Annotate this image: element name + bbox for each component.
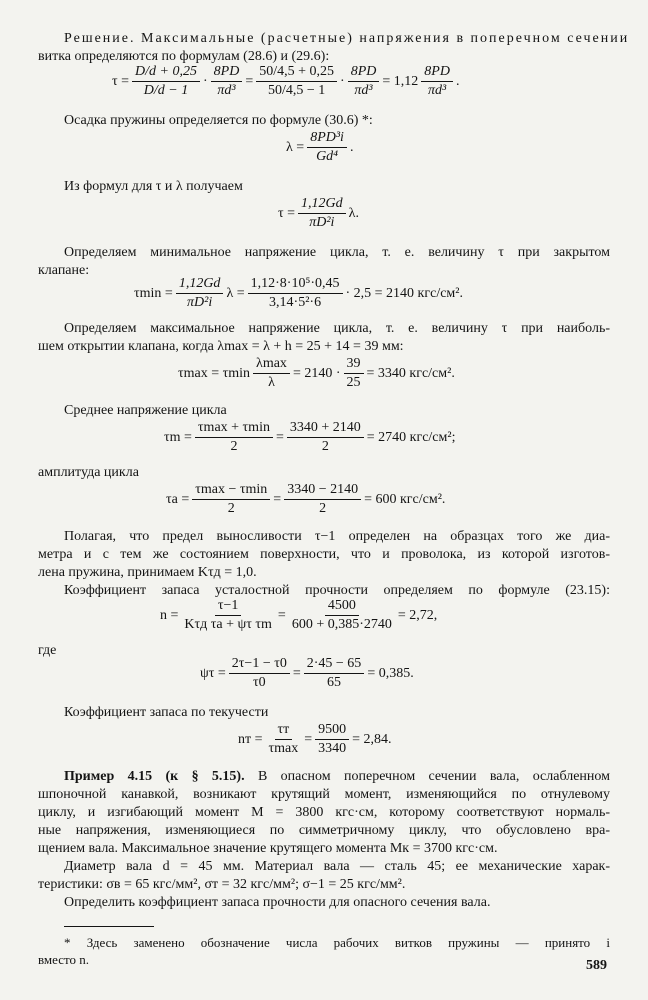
numerator: 2τ−1 − τ0 bbox=[229, 656, 290, 674]
fraction bbox=[192, 482, 270, 517]
text-line: теристики: σв = 65 кгс/мм², σт = 32 кгс/мм²; σ−1 = 25 кгс/мм². bbox=[38, 877, 406, 892]
denominator: πD²i bbox=[309, 215, 335, 230]
numerator: 1,12·8·10⁵·0,45 bbox=[248, 276, 343, 294]
numerator: 3340 + 2140 bbox=[287, 420, 364, 438]
text-line: Коэффициент запаса по текучести bbox=[64, 705, 269, 720]
eq-text: . bbox=[455, 73, 460, 89]
numerator: 50/4,5 + 0,25 bbox=[256, 64, 337, 82]
numerator: 1,12Gd bbox=[298, 196, 346, 214]
numerator: τ−1 bbox=[215, 598, 242, 616]
denominator: πd³ bbox=[428, 83, 447, 98]
eq-text: = bbox=[273, 491, 282, 507]
equation-tau-min bbox=[134, 276, 463, 311]
denominator: 50/4,5 − 1 bbox=[267, 83, 326, 98]
text-line: Полагая, что предел выносливости τ−1 определен на образцах того же диа- bbox=[64, 529, 610, 544]
fraction bbox=[348, 64, 380, 99]
denominator: 3,14·5²·6 bbox=[269, 295, 322, 310]
text-line: Среднее напряжение цикла bbox=[64, 403, 227, 418]
numerator: λmax bbox=[253, 356, 290, 374]
denominator: πd³ bbox=[217, 83, 236, 98]
denominator: 65 bbox=[327, 675, 342, 690]
text-line: Определяем максимальное напряжение цикла, т. е. величину τ при наиболь- bbox=[64, 321, 610, 336]
text-line: метра и с тем же состоянием поверхности, что и проволока, из которой изготов- bbox=[38, 547, 610, 562]
eq-text: τm = bbox=[164, 429, 192, 445]
fraction bbox=[344, 356, 364, 391]
eq-text: = 600 кгс/см². bbox=[364, 491, 446, 507]
text-line: Определить коэффициент запаса прочности для опасного сечения вала. bbox=[64, 895, 491, 910]
text-line: лена пружина, принимаем Kτд = 1,0. bbox=[38, 565, 257, 580]
numerator: τт bbox=[275, 722, 293, 740]
eq-text: . bbox=[349, 139, 354, 155]
eq-text: λ. bbox=[348, 205, 359, 221]
denominator: λ bbox=[268, 375, 275, 390]
eq-text: · 2,5 = 2140 кгс/см². bbox=[345, 285, 463, 301]
text-line bbox=[64, 30, 630, 48]
eq-text: ψτ = bbox=[200, 665, 226, 681]
eq-text: τ = bbox=[112, 73, 130, 89]
fraction bbox=[181, 598, 275, 633]
numerator: 8PD bbox=[211, 64, 243, 82]
denominator: D/d − 1 bbox=[143, 83, 189, 98]
denominator: 2 bbox=[227, 501, 235, 516]
numerator: 8PD bbox=[421, 64, 453, 82]
text-line: Осадка пружины определяется по формуле (30.6) *: bbox=[64, 113, 373, 128]
fraction bbox=[421, 64, 453, 99]
denominator: 3340 bbox=[318, 741, 347, 756]
numerator: 2·45 − 65 bbox=[304, 656, 365, 674]
eq-text: = bbox=[245, 73, 254, 89]
fraction bbox=[266, 722, 302, 757]
eq-text: = 2,72, bbox=[397, 607, 438, 623]
eq-text: = bbox=[304, 731, 313, 747]
eq-text: τ = bbox=[278, 205, 296, 221]
text-line: Из формул для τ и λ получаем bbox=[64, 179, 243, 194]
page-number: 589 bbox=[586, 958, 607, 973]
eq-dot: · bbox=[340, 73, 345, 89]
fraction bbox=[287, 420, 364, 455]
eq-text: τmin = bbox=[134, 285, 173, 301]
text-line: ные напряжения, изменяющиеся по симметричному циклу, что обусловлено вра- bbox=[38, 823, 610, 838]
denominator: τmax bbox=[268, 741, 299, 756]
eq-text: λ = bbox=[226, 285, 245, 301]
fraction bbox=[248, 276, 343, 311]
equation-tau-max-value bbox=[178, 356, 455, 391]
footnote-line: вместо n. bbox=[38, 952, 90, 967]
eq-text: = 3340 кгс/см². bbox=[366, 365, 455, 381]
fraction bbox=[284, 482, 361, 517]
equation-tau-amplitude bbox=[166, 482, 445, 517]
denominator: Gd⁴ bbox=[316, 149, 339, 164]
text-line: амплитуда цикла bbox=[38, 465, 139, 480]
heading-solution: Решение. Максимальные (расчетные) напряжения в поперечном сечении bbox=[64, 31, 630, 46]
fraction bbox=[315, 722, 349, 757]
denominator: 600 + 0,385·2740 bbox=[291, 617, 392, 632]
fraction bbox=[298, 196, 346, 231]
denominator: τ0 bbox=[253, 675, 266, 690]
text-line: где bbox=[38, 643, 57, 658]
text-line: шпоночной канавкой, возникают крутящий момент, изменяющийся по отнулевому bbox=[38, 787, 610, 802]
numerator: 1,12Gd bbox=[176, 276, 224, 294]
equation-yield-factor bbox=[238, 722, 392, 757]
fraction bbox=[256, 64, 337, 99]
numerator: 9500 bbox=[315, 722, 349, 740]
denominator: 2 bbox=[230, 439, 238, 454]
eq-text: = bbox=[275, 429, 284, 445]
example-body: В опасном поперечном сечении вала, ослабленном bbox=[244, 769, 611, 784]
fraction bbox=[289, 598, 395, 633]
numerator: D/d + 0,25 bbox=[132, 64, 200, 82]
fraction bbox=[195, 420, 273, 455]
footnote-line: * Здесь заменено обозначение числа рабочих витков пружины — принято i bbox=[64, 935, 610, 950]
denominator: Kτд τa + ψτ τm bbox=[184, 617, 272, 632]
numerator: τmax + τmin bbox=[195, 420, 273, 438]
eq-dot: · bbox=[202, 73, 208, 89]
denominator: πD²i bbox=[187, 295, 213, 310]
fraction bbox=[211, 64, 243, 99]
equation-lambda bbox=[286, 130, 353, 165]
denominator: 25 bbox=[346, 375, 361, 390]
text-line: Коэффициент запаса усталостной прочности определяем по формуле (23.15): bbox=[64, 583, 610, 598]
equation-psi bbox=[200, 656, 414, 691]
footnote-rule bbox=[64, 926, 154, 927]
fraction bbox=[176, 276, 224, 311]
fraction bbox=[253, 356, 290, 391]
eq-text: τmax = τmin bbox=[178, 365, 251, 381]
text-line: витка определяются по формулам (28.6) и (29.6): bbox=[38, 49, 330, 64]
text-line: щением вала. Максимальное значение крутящего момента Mк = 3700 кгс·см. bbox=[38, 841, 498, 856]
numerator: 4500 bbox=[325, 598, 359, 616]
eq-text: = 1,12 bbox=[382, 73, 419, 89]
text-line: Диаметр вала d = 45 мм. Материал вала — сталь 45; ее механические харак- bbox=[64, 859, 610, 874]
text-line: шем открытии клапана, когда λmax = λ + h = 25 + 14 = 39 мм: bbox=[38, 339, 404, 354]
text-line: Определяем минимальное напряжение цикла, т. е. величину τ при закрытом bbox=[64, 245, 610, 260]
eq-text: τa = bbox=[166, 491, 190, 507]
fraction bbox=[229, 656, 290, 691]
example-text bbox=[64, 769, 610, 784]
fraction bbox=[307, 130, 347, 165]
eq-text: = bbox=[277, 607, 286, 623]
eq-text: n = bbox=[160, 607, 179, 623]
text-line: циклу, и изгибающий момент M = 3800 кгс·см, которому соответствуют нормаль- bbox=[38, 805, 610, 820]
example-label: Пример 4.15 (к § 5.15). bbox=[64, 769, 245, 784]
eq-text: λ = bbox=[286, 139, 305, 155]
fraction bbox=[304, 656, 365, 691]
eq-text: = 2140 · bbox=[292, 365, 341, 381]
numerator: τmax − τmin bbox=[192, 482, 270, 500]
eq-text: nт = bbox=[238, 731, 263, 747]
equation-tau-max bbox=[112, 64, 459, 99]
numerator: 3340 − 2140 bbox=[284, 482, 361, 500]
example-heading bbox=[64, 768, 610, 786]
denominator: 2 bbox=[319, 501, 327, 516]
equation-tau-mean bbox=[164, 420, 455, 455]
denominator: 2 bbox=[321, 439, 329, 454]
numerator: 8PD³i bbox=[307, 130, 347, 148]
numerator: 39 bbox=[344, 356, 364, 374]
numerator: 8PD bbox=[348, 64, 380, 82]
eq-text: = 0,385. bbox=[367, 665, 414, 681]
fraction bbox=[132, 64, 200, 99]
equation-tau-lambda bbox=[278, 196, 359, 231]
eq-text: = 2,84. bbox=[352, 731, 392, 747]
equation-safety-factor bbox=[160, 598, 437, 633]
denominator: πd³ bbox=[354, 83, 373, 98]
text-line: клапане: bbox=[38, 263, 90, 278]
eq-text: = 2740 кгс/см²; bbox=[366, 429, 456, 445]
eq-text: = bbox=[292, 665, 301, 681]
